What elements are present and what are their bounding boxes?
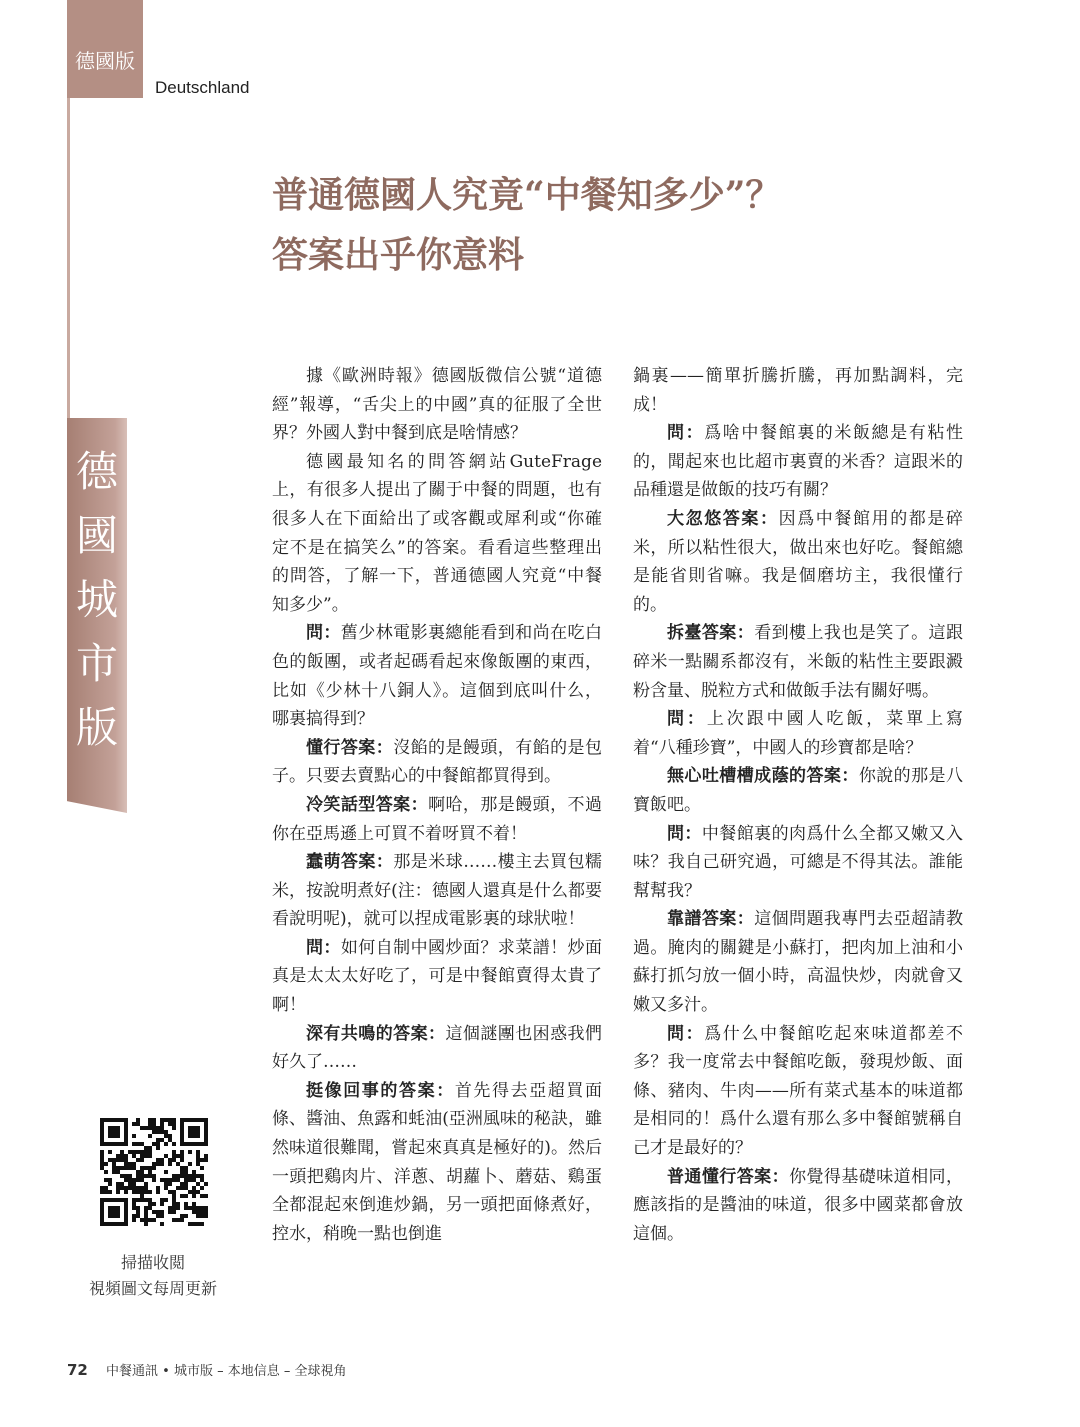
paragraph-text: 據《歐洲時報》德國版微信公號“道德經”報導，“舌尖上的中國”真的征服了全世界？外國人對中餐到底是啥情感？ xyxy=(272,366,602,444)
article-title-line1: 普通德國人究竟“中餐知多少”？ xyxy=(272,174,782,216)
paragraph-text: 舊少林電影裏總能看到和尚在吃白色的飯團，或者起碼看起來像飯團的東西，比如《少林十八銅人》。這個到底叫什么，哪裏搞得到？ xyxy=(272,623,602,730)
section-tab-label: 德國版 xyxy=(75,49,135,73)
article-paragraph xyxy=(272,848,602,934)
page-number: 72 xyxy=(67,1361,88,1379)
qr-caption-line1: 掃描收閲 xyxy=(120,1253,185,1272)
article-title-line2: 答案出乎你意料 xyxy=(272,234,525,276)
paragraph-text: 中餐館裏的肉爲什么全都又嫩又入味？我自己研究過，可總是不得其法。誰能幫幫我？ xyxy=(633,823,963,901)
article-paragraph xyxy=(633,419,963,505)
question-answer-label: 無心吐槽槽成蔭的答案： xyxy=(667,766,859,787)
qr-caption xyxy=(68,1250,238,1302)
qr-caption-line2: 視頻圖文每周更新 xyxy=(88,1279,217,1298)
question-answer-label: 懂行答案： xyxy=(306,737,394,758)
paragraph-text: 德國最知名的問答網站GuteFrage上，有很多人提出了關于中餐的問題，也有很多人在下面給出了或客觀或犀利或“你確定不是在搞笑么”的答案。看看這些整理出的問答，了解一下，普通德國人究竟“中餐知多少”。 xyxy=(272,451,602,615)
question-answer-label: 挺像回事的答案： xyxy=(306,1080,455,1101)
article-paragraph xyxy=(272,1020,602,1077)
question-answer-label: 普通懂行答案： xyxy=(667,1166,790,1187)
question-answer-label: 冷笑話型答案： xyxy=(306,794,429,815)
paragraph-text: 這個問題我專門去亞超請教過。腌肉的關鍵是小蘇打，把肉加上油和小蘇打抓匀放一個小時，高温快炒，肉就會又嫩又多汁。 xyxy=(633,909,963,1016)
paragraph-text: 上次跟中國人吃飯，菜單上寫着“八種珍寶”，中國人的珍寶都是啥？ xyxy=(633,709,964,758)
paragraph-text: 鍋裏——簡單折騰折騰，再加點調料，完成！ xyxy=(633,366,963,415)
question-answer-label: 問： xyxy=(667,823,702,844)
paragraph-text: 爲什么中餐館吃起來味道都差不多？我一度常去中餐館吃飯，發現炒飯、面條、豬肉、牛肉——所有菜式基本的味道都是相同的！爲什么還有那么多中餐館號稱自己才是最好的？ xyxy=(633,1023,964,1159)
question-answer-label: 拆臺答案： xyxy=(667,623,755,644)
vertical-title-char: 市 xyxy=(75,639,118,688)
question-answer-label: 問： xyxy=(667,423,705,444)
page-footer xyxy=(67,1360,346,1379)
article-paragraph xyxy=(633,505,963,619)
question-answer-label: 問： xyxy=(667,709,707,730)
vertical-title-char: 版 xyxy=(75,703,118,752)
article-paragraph xyxy=(272,791,602,848)
question-answer-label: 問： xyxy=(306,623,341,644)
vertical-section-title xyxy=(67,440,127,760)
article-paragraph xyxy=(272,619,602,733)
paragraph-text: 你說的那是八寶飯吧。 xyxy=(633,766,963,815)
vertical-title-char: 城 xyxy=(75,575,118,624)
article-title xyxy=(272,165,972,285)
paragraph-text: 如何自制中國炒面？求菜譜！炒面真是太太太好吃了，可是中餐館賣得太貴了啊！ xyxy=(272,937,602,1016)
paragraph-text: 看到樓上我也是笑了。這跟碎米一點關系都沒有，米飯的粘性主要跟澱粉含量、脱粒方式和做飯手法有關好嗎。 xyxy=(633,623,963,701)
article-paragraph xyxy=(633,705,963,762)
article-paragraph xyxy=(272,448,602,620)
article-paragraph xyxy=(633,1020,963,1163)
article-paragraph xyxy=(272,1077,602,1249)
question-answer-label: 靠譜答案： xyxy=(667,909,755,930)
paragraph-text: 這個謎團也困惑我們好久了…… xyxy=(272,1023,602,1073)
side-rule xyxy=(67,98,70,418)
question-answer-label: 大忽悠答案： xyxy=(667,508,779,529)
article-paragraph xyxy=(272,734,602,791)
article-paragraph xyxy=(633,362,963,419)
paragraph-text: 啊哈，那是饅頭，不過你在亞馬遜上可買不着呀買不着！ xyxy=(272,794,602,844)
article-column-right xyxy=(633,362,963,1248)
section-tab-english: Deutschland xyxy=(155,78,250,97)
qr-code[interactable] xyxy=(100,1118,208,1226)
paragraph-text: 首先得去亞超買面條、醬油、魚露和蚝油(亞洲風味的秘訣，雖然味道很難聞，嘗起來真真是極好的)。然后一頭把鷄肉片、洋蔥、胡蘿卜、蘑菇、鷄蛋全都混起來倒進炒鍋，另一頭把面條煮好，控水，稍晚一點也倒進 xyxy=(272,1080,603,1244)
paragraph-text: 爲啥中餐館裏的米飯總是有粘性的，聞起來也比超市裏賣的米香？這跟米的品種還是做飯的技巧有關？ xyxy=(633,423,964,501)
article-paragraph xyxy=(633,762,963,819)
paragraph-text: 因爲中餐館用的都是碎米，所以粘性很大，做出來也好吃。餐館總是能省則省嘛。我是個磨坊主，我很懂行的。 xyxy=(633,508,964,615)
question-answer-label: 深有共鳴的答案： xyxy=(306,1023,446,1044)
question-answer-label: 問： xyxy=(306,937,341,958)
paragraph-text: 你覺得基礎味道相同，應該指的是醬油的味道，很多中國菜都會放這個。 xyxy=(633,1166,963,1244)
paragraph-text: 那是米球……樓主去買包糯米，按說明煮好(注：德國人還真是什么都要看說明呢)，就可以捏成電影裏的球狀啦！ xyxy=(272,852,603,930)
article-paragraph xyxy=(272,362,602,448)
question-answer-label: 蠢萌答案： xyxy=(306,852,394,873)
article-paragraph xyxy=(633,1163,963,1249)
article-paragraph xyxy=(272,934,602,1020)
footer-text: 中餐通訊 • 城市版 – 本地信息 – 全球視角 xyxy=(106,1364,347,1379)
question-answer-label: 問： xyxy=(667,1023,705,1044)
article-paragraph xyxy=(633,905,963,1019)
article-paragraph xyxy=(633,619,963,705)
paragraph-text: 沒餡的是饅頭，有餡的是包子。只要去賣點心的中餐館都買得到。 xyxy=(272,737,602,787)
vertical-title-char: 德 xyxy=(75,447,118,496)
article-column-left xyxy=(272,362,602,1248)
section-tab xyxy=(67,0,143,98)
article-paragraph xyxy=(633,820,963,906)
vertical-title-char: 國 xyxy=(75,511,118,560)
